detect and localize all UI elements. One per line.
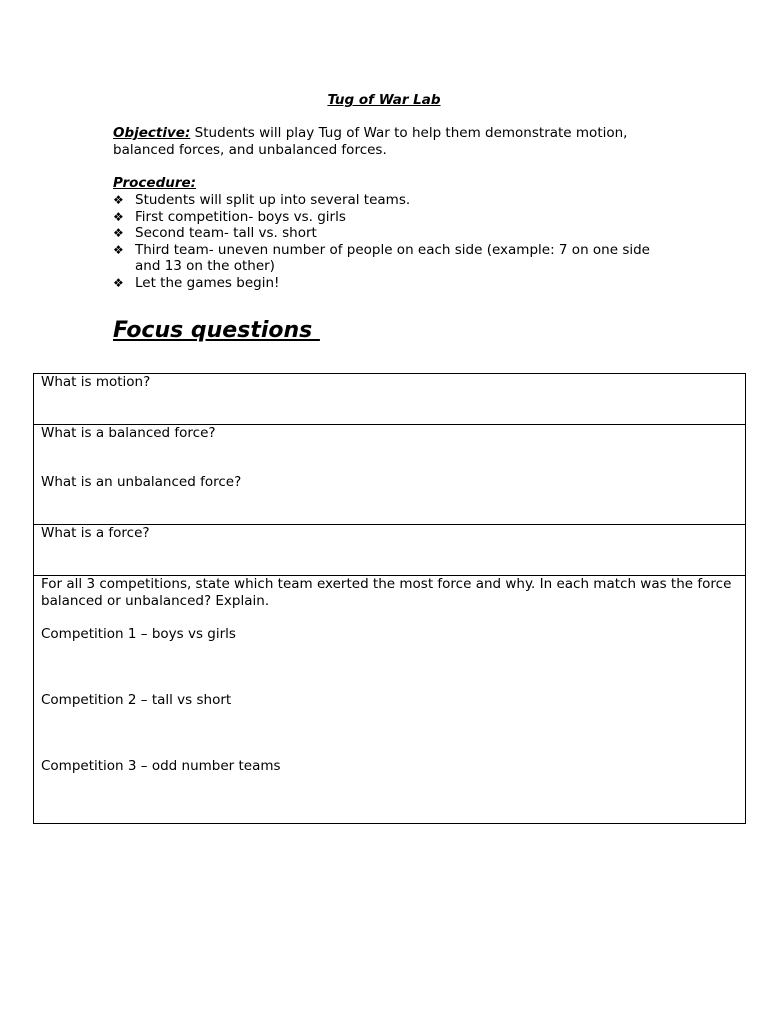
diamond-bullet-icon: ❖ [113, 193, 124, 207]
list-item: ❖ First competition- boys vs. girls [113, 208, 346, 225]
objective-text: Students will play Tug of War to help them demonstrate motion, balanced forces, and unbalanced forces. [113, 125, 628, 158]
question-motion: What is motion? [41, 374, 151, 390]
list-item: ❖ Let the games begin! [113, 274, 280, 291]
questions-table [33, 373, 746, 824]
competition-3: Competition 3 – odd number teams [41, 758, 281, 774]
list-item: ❖ Third team- uneven number of people on each side (example: 7 on one side and 13 on the other) [113, 241, 650, 275]
table-row [34, 575, 745, 823]
procedure-label: Procedure: [113, 175, 197, 191]
diamond-bullet-icon: ❖ [113, 275, 124, 290]
table-row [34, 424, 745, 524]
question-balanced-force: What is a balanced force? [41, 425, 216, 441]
question-unbalanced-force: What is an unbalanced force? [41, 474, 242, 490]
table-row [34, 524, 745, 575]
diamond-bullet-icon: ❖ [113, 242, 124, 257]
diamond-bullet-icon: ❖ [113, 209, 124, 224]
list-item: ❖ Students will split up into several teams. [113, 192, 411, 208]
objective-paragraph [113, 125, 673, 159]
table-row [34, 374, 745, 424]
question-force: What is a force? [41, 525, 150, 541]
objective-label: Objective: [113, 125, 191, 141]
competition-1: Competition 1 – boys vs girls [41, 626, 236, 642]
diamond-bullet-icon: ❖ [113, 226, 124, 241]
focus-questions-heading: Focus questions [113, 318, 320, 343]
question-competitions: For all 3 competitions, state which team exerted the most force and why. In each match was the force balanced or unbalanced? Explain. [41, 576, 732, 609]
procedure-list [113, 192, 653, 292]
competition-2: Competition 2 – tall vs short [41, 692, 232, 708]
document-title: Tug of War Lab [327, 92, 441, 108]
list-item: ❖ Second team- tall vs. short [113, 225, 317, 242]
